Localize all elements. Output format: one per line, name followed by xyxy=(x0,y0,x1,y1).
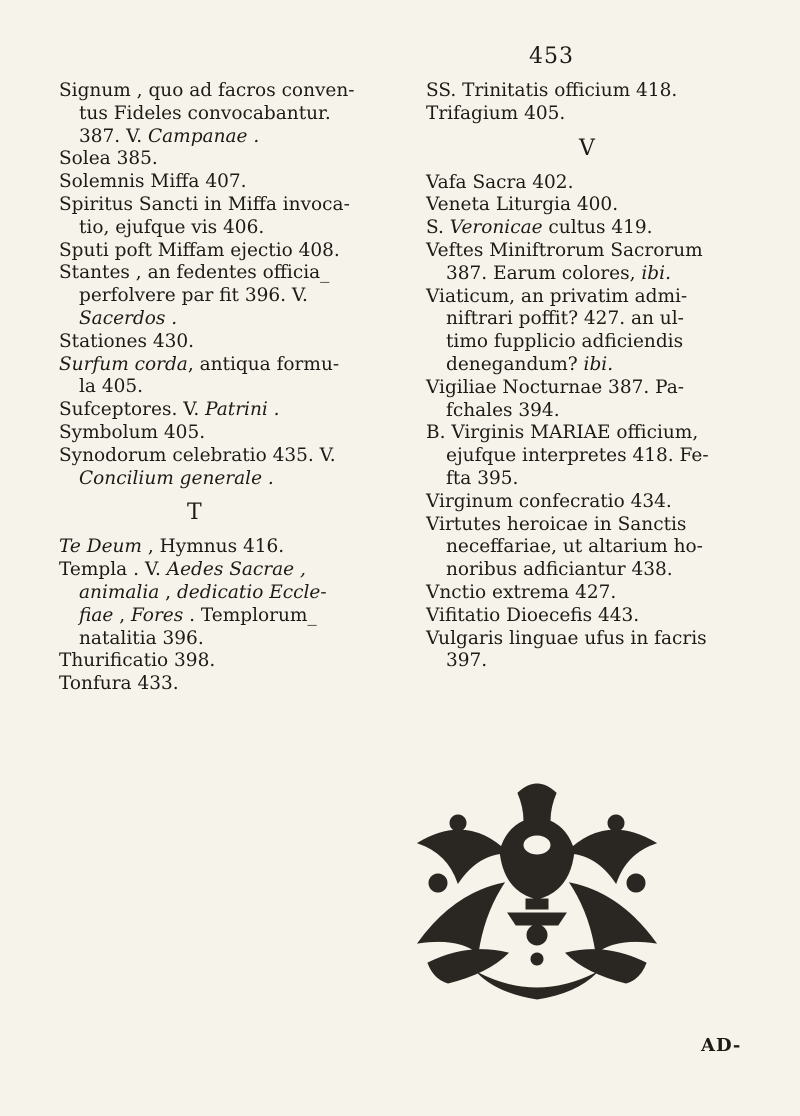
index-line: Spiritus Sancti in Miffa invoca- xyxy=(59,193,350,215)
index-line: noribus adficiantur 438. xyxy=(446,559,673,581)
index-line: timo fupplicio adficiendis xyxy=(446,331,684,353)
index-line: Virginum confecratio 434. xyxy=(426,490,672,512)
index-line: natalitia 396. xyxy=(79,627,204,649)
index-line: tus Fideles convocabantur. xyxy=(79,102,331,124)
index-line: SS. Trinitatis officium 418. xyxy=(426,80,678,101)
index-line: Viaticum, an privatim admi- xyxy=(426,285,688,307)
index-line: Solemnis Miffa 407. xyxy=(59,171,247,193)
index-line: tio, ejufque vis 406. xyxy=(79,216,265,238)
index-line: Sufceptores. V. Patrini . xyxy=(59,399,280,421)
index-line: S. Veronicae cultus 419. xyxy=(426,217,653,239)
index-line: denegandum? ibi. xyxy=(446,353,614,375)
index-line: Vulgaris linguae ufus in facris xyxy=(426,627,707,649)
index-column-left xyxy=(59,80,424,696)
index-line: B. Virginis MARIAE officium, xyxy=(426,422,699,444)
index-line: Veftes Miniftrorum Sacrorum xyxy=(426,239,703,261)
index-line: Stationes 430. xyxy=(59,330,195,352)
index-line: 387. Earum colores, ibi. xyxy=(446,262,671,284)
index-column-right xyxy=(426,80,778,673)
index-line: Vigiliae Nocturnae 387. Pa- xyxy=(426,376,685,398)
index-line: ejufque interpretes 418. Fe- xyxy=(446,445,709,467)
index-line: Symbolum 405. xyxy=(59,421,206,443)
index-line: fiae , Fores . Templorum_ xyxy=(79,604,317,626)
index-line: animalia , dedicatio Eccle- xyxy=(79,581,327,603)
index-line: Vifitatio Dioecefis 443. xyxy=(426,604,640,626)
index-line: Vafa Sacra 402. xyxy=(426,171,574,193)
page-number: 453 xyxy=(529,44,574,69)
index-line: Thurificatio 398. xyxy=(59,650,216,672)
index-line: Tonfura 433. xyxy=(59,673,179,695)
floral-vignette-ornament-icon xyxy=(408,763,666,1003)
index-line: 397. xyxy=(446,650,488,672)
catchword: AD- xyxy=(701,1035,742,1056)
index-line: perfolvere par fit 396. V. xyxy=(79,285,308,307)
index-line: la 405. xyxy=(79,376,144,398)
index-line: Sputi poft Miffam ejectio 408. xyxy=(59,239,340,261)
index-line: Vnctio extrema 427. xyxy=(426,581,617,603)
section-letter-v: V xyxy=(579,135,595,161)
index-line: Virtutes heroicae in Sanctis xyxy=(426,513,687,535)
index-line: 387. V. Campanae . xyxy=(79,125,260,147)
index-line: Surfum corda, antiqua formu- xyxy=(59,353,340,375)
index-line: Te Deum , Hymnus 416. xyxy=(59,536,285,558)
index-line: neceffariae, ut altarium ho- xyxy=(446,536,703,558)
index-line: Stantes , an fedentes officia_ xyxy=(59,262,330,284)
index-line: Veneta Liturgia 400. xyxy=(426,194,619,216)
index-line: niftrari poffit? 427. an ul- xyxy=(446,308,684,330)
index-line: fchales 394. xyxy=(446,399,560,421)
index-line: Signum , quo ad facros conven- xyxy=(59,80,355,101)
index-line: Concilium generale . xyxy=(79,467,274,489)
section-letter-t: T xyxy=(187,500,202,526)
index-line: Synodorum celebratio 435. V. xyxy=(59,444,336,466)
index-line: Solea 385. xyxy=(59,148,158,170)
index-line: fta 395. xyxy=(446,467,519,489)
index-line: Trifagium 405. xyxy=(426,102,566,124)
index-line: Sacerdos . xyxy=(79,307,178,329)
index-line: Templa . V. Aedes Sacrae , xyxy=(59,559,306,581)
